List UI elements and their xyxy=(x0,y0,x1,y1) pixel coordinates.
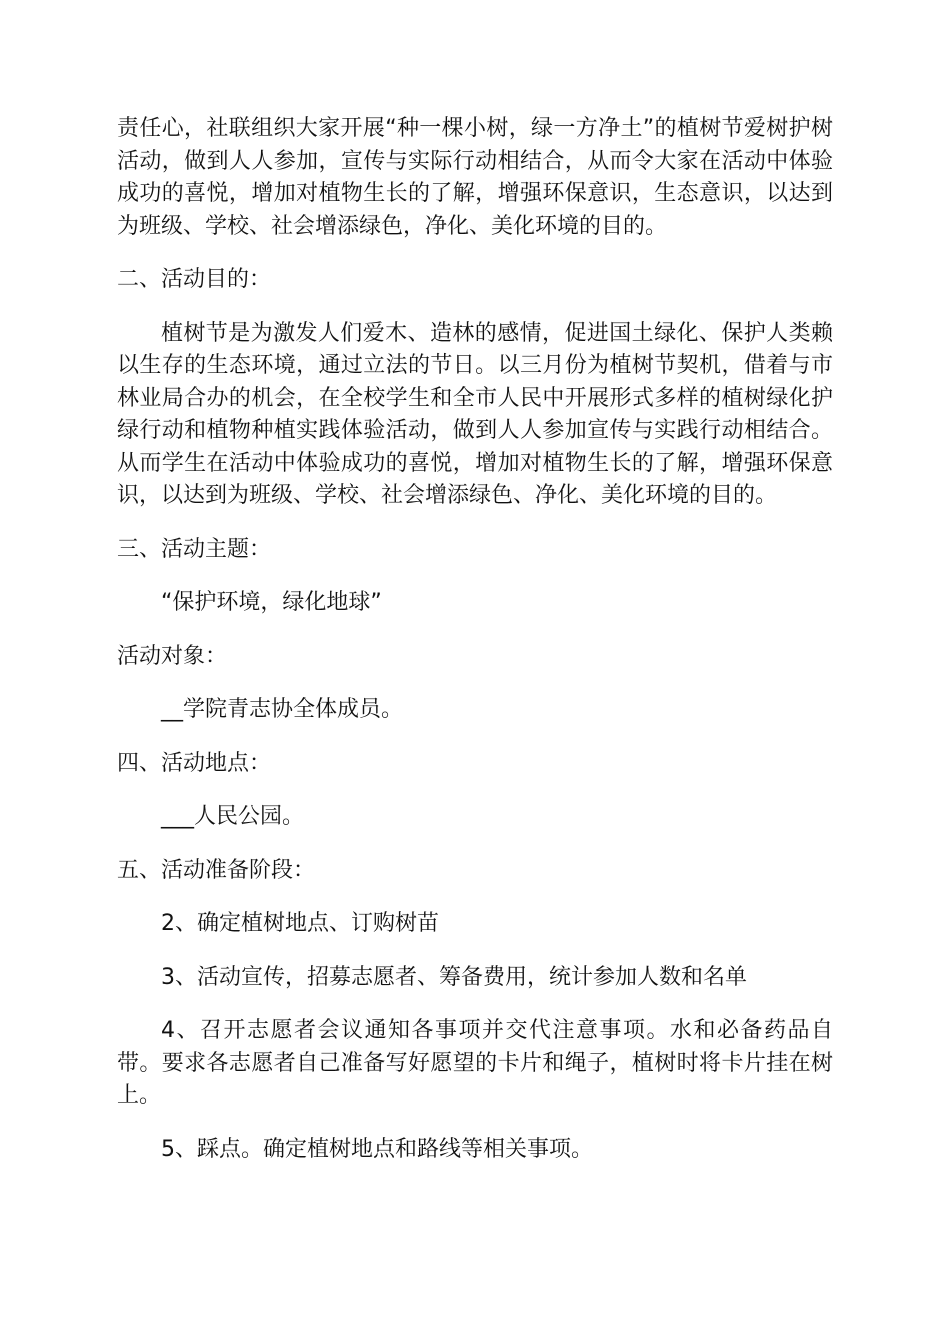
document-body xyxy=(117,113,833,1166)
list-item: 3、活动宣传，招募志愿者、筹备费用，统计参加人数和名单 xyxy=(161,964,747,990)
section-heading-preparation: 五、活动准备阶段： xyxy=(117,857,316,883)
section-heading-theme: 三、活动主题： xyxy=(117,536,272,562)
location-text: ___人民公园。 xyxy=(161,804,305,829)
section-heading-purpose: 二、活动目的： xyxy=(117,267,272,292)
list-item: 2、确定植树地点、订购树苗 xyxy=(161,911,439,936)
purpose-paragraph: 植树节是为激发人们爱木、造林的感情，促进国土绿化、保护人类赖以生存的生态环境，通过立法的节日。以三月份为植树节契机，借着与市林业局合办的机会，在全校学生和全市人民中开展形式多样的植树绿化护绿行动和植物种植实践体验活动，做到人人参加宣传与实践行动相结合。从而学生在活动中体验成功的喜悦，增加对植物生长的了解，增强环保意识，以达到为班级、学校、社会增添绿色、净化、美化环境的目的。 xyxy=(117,320,833,508)
intro-paragraph: 责任心，社联组织大家开展“种一棵小树，绿一方净土”的植树节爱树护树活动，做到人人参加，宣传与实际行动相结合，从而令大家在活动中体验成功的喜悦，增加对植物生长的了解，增强环保意识，生态意识，以达到为班级、学校、社会增添绿色，净化、美化环境的目的。 xyxy=(117,116,833,239)
section-heading-location: 四、活动地点： xyxy=(117,750,272,776)
theme-text: “保护环境，绿化地球” xyxy=(161,590,382,615)
section-heading-target: 活动对象： xyxy=(117,643,228,669)
target-text: __学院青志协全体成员。 xyxy=(161,697,404,722)
list-item: 5、踩点。确定植树地点和路线等相关事项。 xyxy=(161,1136,593,1162)
list-item: 4、召开志愿者会议通知各事项并交代注意事项。水和必备药品自带。要求各志愿者自己准备写好愿望的卡片和绳子，植树时将卡片挂在树上。 xyxy=(117,1018,833,1108)
